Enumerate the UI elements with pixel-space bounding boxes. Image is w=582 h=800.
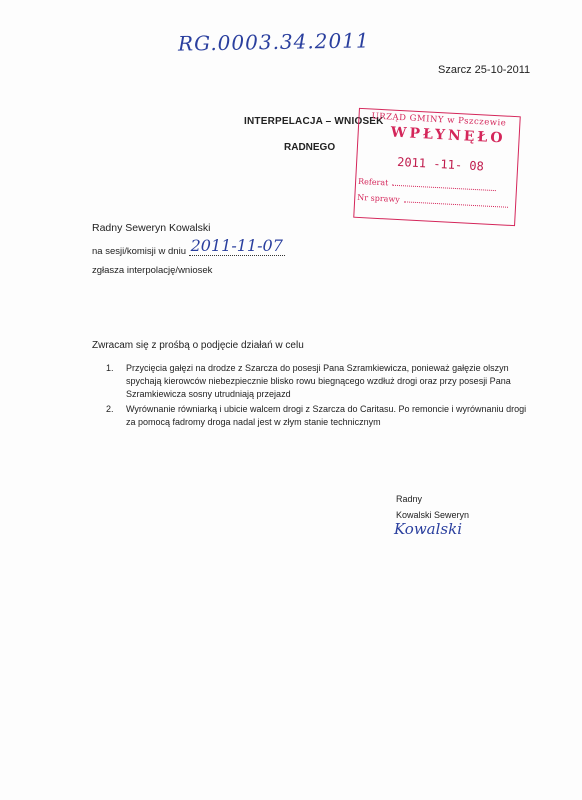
- session-line: [92, 236, 285, 258]
- stamp-referat-label: Referat: [357, 176, 389, 188]
- stamp-case-line: [357, 193, 508, 210]
- stamp-received: WPŁYNĘŁO: [390, 124, 506, 147]
- signature-name: Kowalski Seweryn: [396, 510, 470, 520]
- stamp-case-label: Nr sprawy: [357, 192, 401, 205]
- stamp-referat-line: [358, 177, 497, 193]
- stamp-referat-dots: [392, 185, 496, 191]
- councillor-name: Radny Seweryn Kowalski: [92, 222, 211, 234]
- handwritten-signature: Kowalski: [394, 520, 462, 538]
- session-label: na sesji/komisji w dniu: [92, 246, 186, 257]
- received-stamp: [353, 108, 521, 226]
- signature-title: Radny: [396, 494, 423, 504]
- document-date: Szarcz 25-10-2011: [438, 64, 531, 76]
- reference-number: RG.0003.34.2011: [177, 28, 370, 56]
- request-item-text: Przycięcia gałęzi na drodze z Szarcza do posesji Pana Szramkiewicza, ponieważ gałęzie olszyn spychają kierowców niebezpiecznie blisko rowu biegnącego wzdłuż drogi oraz przy posesji Pana Szramkiewicza sosny utrudniają przejazd: [126, 363, 511, 399]
- document-title: INTERPELACJA – WNIOSEK: [244, 116, 384, 127]
- submits-line: zgłasza interpolację/wniosek: [92, 265, 213, 276]
- stamp-office: URZĄD GMINY w Pszczewie: [371, 111, 507, 129]
- stamp-date: 2011 -11- 08: [396, 154, 485, 174]
- request-item: [106, 362, 534, 401]
- session-date: 2011-11-07: [190, 236, 283, 255]
- request-item-text: Wyrównanie równiarką i ubicie walcem drogi z Szarcza do Caritasu. Po remoncie i wyrównaniu drogi za pomocą fadromy droga nadal jest w złym stanie technicznym: [126, 404, 527, 427]
- request-intro: Zwracam się z prośbą o podjęcie działań w celu: [92, 340, 304, 351]
- request-item: [106, 403, 534, 429]
- request-items: [106, 362, 534, 431]
- request-item-number: 1.: [106, 363, 114, 373]
- stamp-case-dots: [404, 201, 508, 207]
- document-subtitle: RADNEGO: [284, 142, 336, 153]
- request-item-number: 2.: [106, 404, 114, 414]
